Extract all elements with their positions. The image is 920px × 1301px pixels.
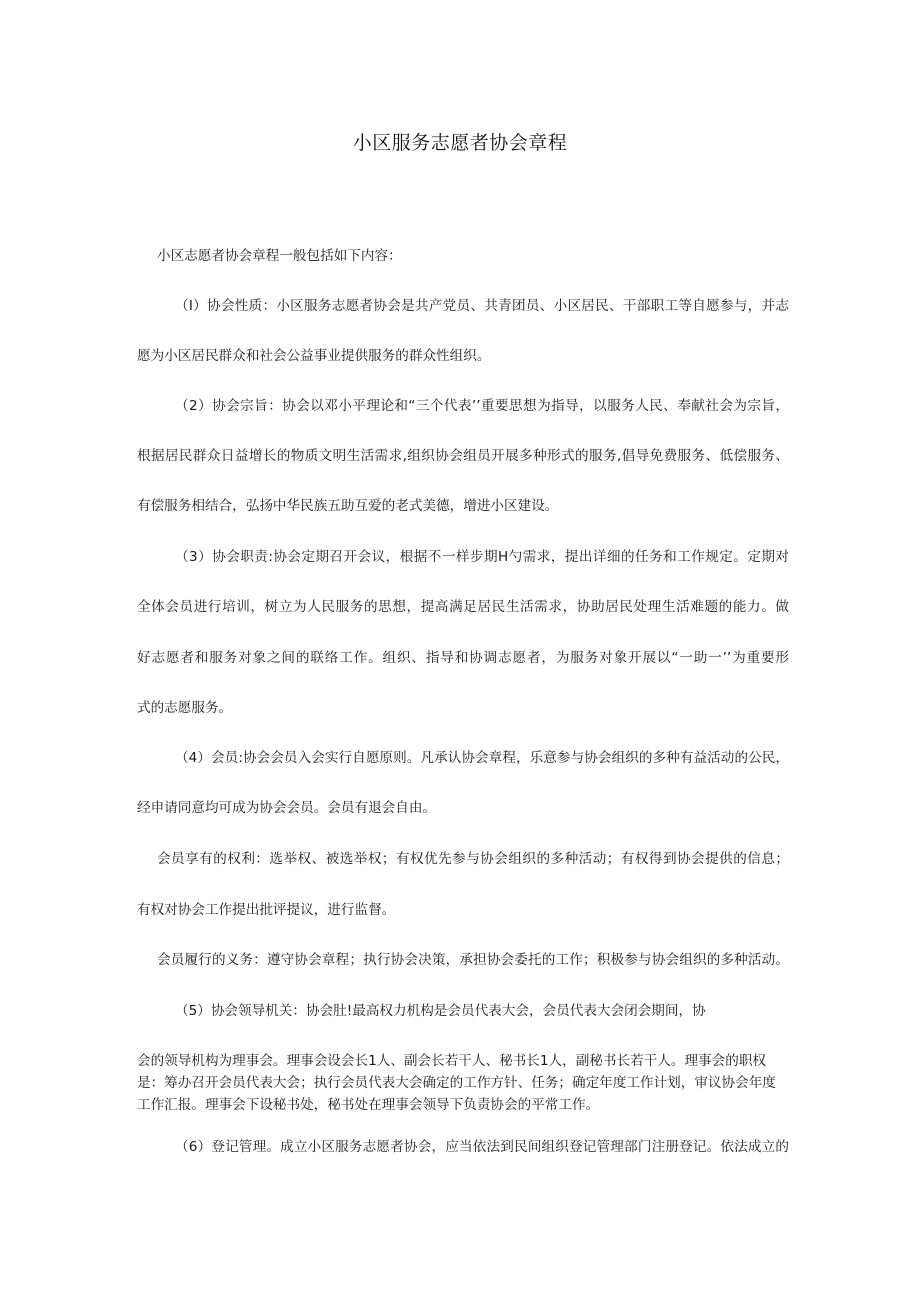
paragraph-3-line-1: （3）协会职责:协会定期召开会议，根据不一样步期H勺需求，提出详细的任务和工作规定。定期对 (175, 549, 789, 565)
member-rights-line-2: 有权对协会工作提出批评提议，进行监督。 (137, 902, 396, 918)
intro-line: 小区志愿者协会章程一般包括如下内容： (157, 248, 402, 264)
paragraph-3-line-3: 好志愿者和服务对象之间的联络工作。组织、指导和协调志愿者，为服务对象开展以“一助一’’为重要形 (137, 650, 789, 666)
paragraph-6-line-1: （6）登记管理。成立小区服务志愿者协会，应当依法到民间组织登记管理部门注册登记。依法成立的 (175, 1139, 789, 1155)
paragraph-4-line-2: 经申请同意均可成为协会会员。会员有退会自由。 (137, 800, 437, 816)
member-rights-line-1: 会员享有的权利：选举权、被选举权；有权优先参与协会组织的多种活动；有权得到协会提供的信息； (157, 851, 789, 867)
member-duties-line: 会员履行的义务：遵守协会章程；执行协会决策，承担协会委托的工作；积极参与协会组织的多种活动。 (157, 952, 789, 968)
paragraph-1-line-2: 愿为小区居民群众和社会公益事业提供服务的群众性组织。 (137, 348, 491, 364)
document-title: 小区服务志愿者协会章程 (352, 132, 568, 154)
paragraph-3-line-4: 式的志愿服务。 (137, 700, 233, 716)
paragraph-5-line-1: （5）协会领导机关：协会肚!最高权力机构是会员代表大会，会员代表大会闭会期间，协 (175, 1003, 706, 1019)
paragraph-2-line-3: 有偿服务相结合，弘扬中华民族五助互爱的老式美德，增进小区建设。 (137, 498, 559, 514)
paragraph-4-line-1: （4）会员:协会会员入会实行自愿原则。凡承认协会章程，乐意参与协会组织的多种有益活动的公民， (175, 750, 789, 766)
paragraph-3-line-2: 全体会员进行培训，树立为人民服务的思想，提高满足居民生活需求，协助居民处理生活难题的能力。做 (137, 599, 789, 615)
paragraph-1-line-1: （I）协会性质：小区服务志愿者协会是共产党员、共青团员、小区居民、干部职工等自愿参与，并志 (175, 298, 789, 314)
paragraph-5-body: 会的领导机构为理事会。理事会设会长1人、副会长若干人、秘书长1人，副秘书长若干人。理事会的职权是：筹办召开会员代表大会；执行会员代表大会确定的工作方针、任务；确定年度工作计划，审议协会年度工作汇报。理事会下设秘书处，秘书处在理事会领导下负责协会的平常工作。 (137, 1053, 776, 1113)
paragraph-2-line-1: （2）协会宗旨：协会以邓小平理论和“三个代表’’重要思想为指导，以服务人民、奉献社会为宗旨， (175, 398, 789, 414)
paragraph-2-line-2: 根据居民群众日益增长的物质文明生活需求,组织协会组员开展多种形式的服务,倡导免费服务、低偿服务、 (137, 448, 789, 464)
